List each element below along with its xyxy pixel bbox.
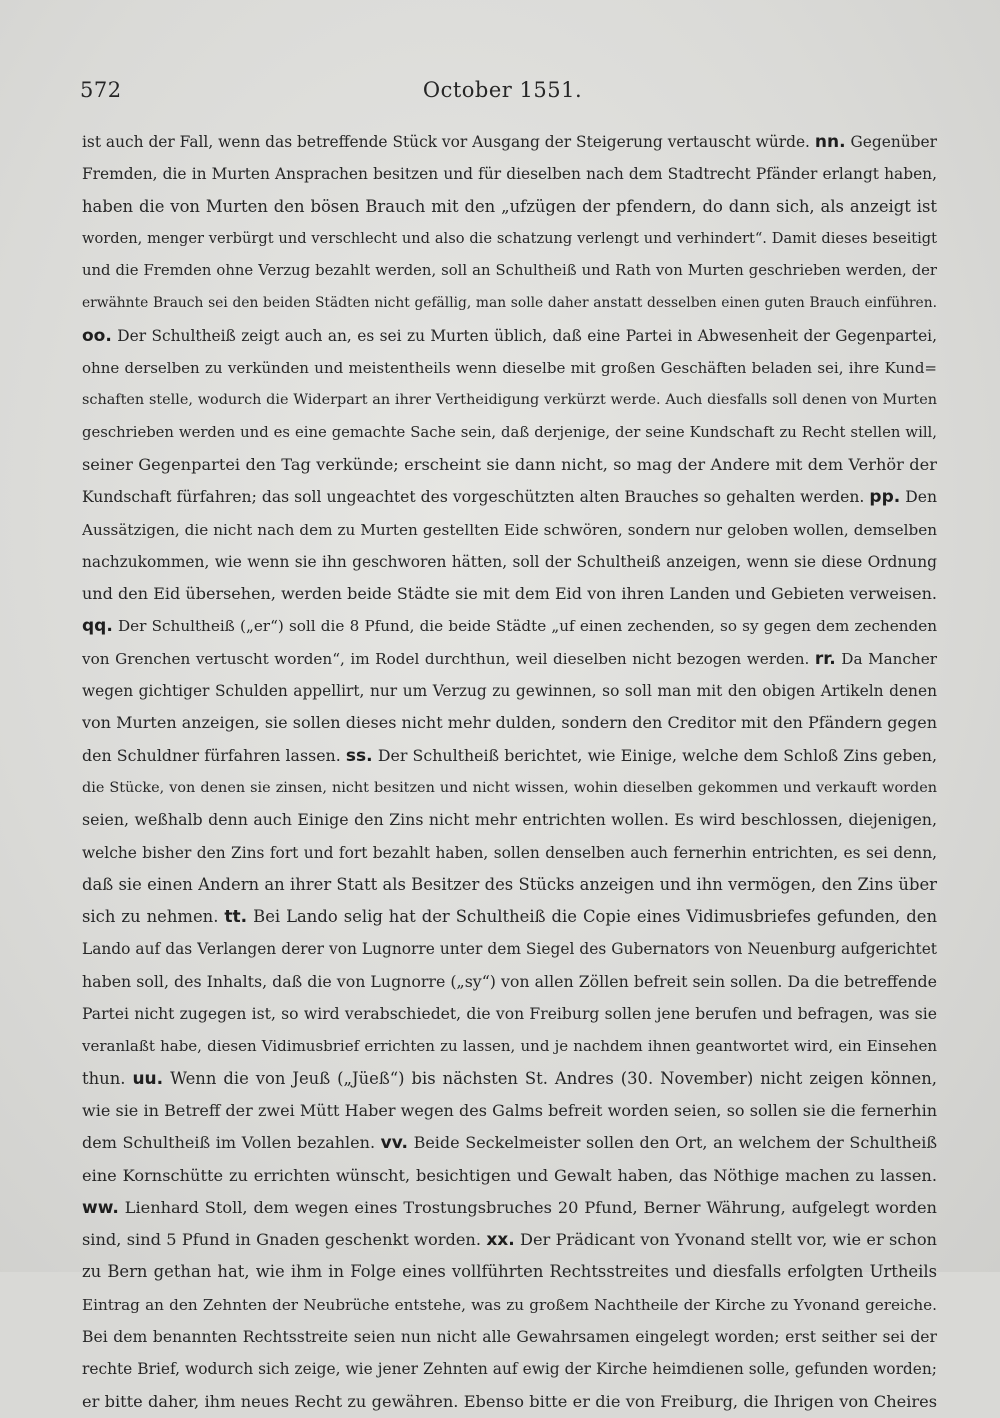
line-text: die Stücke, von denen sie zinsen, nicht besitzen und nicht wissen, wohin dieselben gekommen und verkauft worden — [82, 779, 937, 796]
text-line — [82, 837, 937, 869]
text-line — [82, 481, 937, 513]
line-text: daß sie einen Andern an ihrer Statt als Besitzer des Stücks anzeigen und ihn vermögen, den Zins über — [82, 874, 937, 894]
line-text: Aussätzigen, die nicht nach dem zu Murten gestellten Eide schwören, sondern nur geloben wollen, demselben — [82, 520, 937, 539]
line-text: dem Schultheiß im Vollen bezahlen. — [82, 1133, 376, 1153]
line-text: von Grenchen vertuscht worden“, im Rodel durchthun, weil dieselben nicht bezogen werden. — [82, 649, 810, 668]
line-text: welche bisher den Zins fort und fort bezahlt haben, sollen denselben auch fernerhin entrichten, es sei denn, — [82, 843, 937, 862]
text-line — [82, 126, 937, 158]
line-text: Partei nicht zugegen ist, so wird verabschiedet, die von Freiburg sollen jene berufen und befragen, was sie — [82, 1005, 937, 1024]
line-text: eine Kornschütte zu errichten wünscht, besichtigen und Gewalt haben, das Nöthige machen zu lassen. — [82, 1165, 937, 1185]
text-line — [82, 1030, 937, 1062]
line-text: Bei dem benannten Rechtsstreite seien nun nicht alle Gewahrsamen eingelegt worden; erst seither sei der — [82, 1327, 937, 1346]
text-line — [82, 1256, 937, 1288]
text-line — [82, 772, 937, 804]
text-line — [82, 966, 937, 998]
text-line — [82, 191, 937, 223]
text-line — [82, 223, 937, 255]
text-line — [82, 1127, 937, 1159]
line-text: Lando auf das Verlangen derer von Lugnorre unter dem Siegel des Gubernators von Neuenburg aufgerichtet — [82, 940, 937, 959]
line-text: haben soll, des Inhalts, daß die von Lugnorre („sy“) von allen Zöllen befreit sein sollen. Da die betreffende — [82, 971, 937, 991]
page-number: 572 — [80, 78, 122, 102]
line-text: veranlaßt habe, diesen Vidimusbrief errichten zu lassen, und je nachdem ihnen geantwortet wird, ein Einsehen — [82, 1037, 937, 1056]
text-line — [82, 707, 937, 739]
text-line — [82, 514, 937, 546]
line-text: haben die von Murten den bösen Brauch mit den „ufzügen der pfendern, do dann sich, als anzeigt ist — [82, 196, 937, 216]
text-line — [82, 933, 937, 965]
line-text: Lienhard Stoll, dem wegen eines Trostungsbruches 20 Pfund, Berner Währung, aufgelegt worden — [124, 1197, 937, 1217]
line-text: er bitte daher, ihm neues Recht zu gewähren. Ebenso bitte er die von Freiburg, die Ihrigen von Cheires — [82, 1391, 937, 1411]
line-text: Wenn die von Jeuß („Jüeß“) bis nächsten St. Andres (30. November) nicht zeigen können, — [170, 1068, 937, 1088]
text-line — [82, 546, 937, 578]
line-text: zu Bern gethan hat, wie ihm in Folge eines vollführten Rechtsstreites und diesfalls erfolgten Urtheils — [82, 1262, 937, 1282]
text-line — [82, 1192, 937, 1224]
text-line — [82, 287, 937, 319]
line-text: nachzukommen, wie wenn sie ihn geschworen hätten, soll der Schultheiß anzeigen, wenn sie diese Ordnung — [82, 552, 937, 571]
text-line — [82, 1321, 937, 1353]
line-text: erwähnte Brauch sei den beiden Städten nicht gefällig, man solle daher anstatt desselben einen guten Brauch einführen. — [82, 295, 937, 312]
line-text: wie sie in Betreff der zwei Mütt Haber wegen des Galms befreit worden seien, so sollen sie die fernerhin — [82, 1100, 937, 1120]
body-text — [82, 126, 937, 1418]
line-text: sind, sind 5 Pfund in Gnaden geschenkt worden. — [82, 1230, 482, 1250]
section-marker: xx. — [486, 1230, 515, 1251]
section-marker: nn. — [814, 132, 846, 152]
line-text: Gegenüber — [850, 133, 937, 151]
line-text: ist auch der Fall, wenn das betreffende Stück vor Ausgang der Steigerung vertauscht würde. — [82, 133, 810, 151]
section-marker: ww. — [82, 1197, 119, 1218]
section-marker: uu. — [132, 1068, 164, 1089]
line-text: Beide Seckelmeister sollen den Ort, an welchem der Schultheiß — [413, 1133, 937, 1153]
text-line — [82, 1353, 937, 1385]
text-line — [82, 1095, 937, 1127]
text-line — [82, 320, 937, 352]
page-header — [80, 78, 925, 108]
line-text: den Schuldner fürfahren lassen. — [82, 745, 341, 765]
text-line — [82, 740, 937, 772]
line-text: ohne derselben zu verkünden und meistentheils wenn dieselbe mit großen Geschäften beladen sei, ihre Kund= — [82, 359, 937, 378]
line-text: seien, weßhalb denn auch Einige den Zins nicht mehr entrichten wollen. Es wird beschlossen, diejenigen, — [82, 810, 937, 830]
line-text: geschrieben werden und es eine gemachte Sache sein, daß derjenige, der seine Kundschaft zu Recht stellen will, — [82, 423, 937, 441]
text-line — [82, 158, 937, 190]
line-text: Bei Lando selig hat der Schultheiß die Copie eines Vidimusbriefes gefunden, den — [253, 907, 937, 927]
line-text: Eintrag an den Zehnten der Neubrüche entstehe, was zu großem Nachtheile der Kirche zu Yvonand gereiche. — [82, 1295, 937, 1314]
text-line — [82, 352, 937, 384]
text-line — [82, 804, 937, 836]
line-text: Der Schultheiß zeigt auch an, es sei zu Murten üblich, daß eine Partei in Abwesenheit der Gegenpartei, — [117, 326, 937, 345]
line-text: schaften stelle, wodurch die Widerpart an ihrer Vertheidigung verkürzt werde. Auch diesfalls soll denen von Murten — [82, 392, 937, 409]
line-text: wegen gichtiger Schulden appellirt, nur um Verzug zu gewinnen, so soll man mit den obigen Artikeln denen — [82, 682, 937, 701]
text-line — [82, 643, 937, 675]
text-line — [82, 998, 937, 1030]
line-text: Fremden, die in Murten Ansprachen besitzen und für dieselben nach dem Stadtrecht Pfänder erlangt haben, — [82, 165, 937, 184]
section-marker: qq. — [82, 616, 113, 637]
text-line — [82, 1160, 937, 1192]
line-text: rechte Brief, wodurch sich zeige, wie jener Zehnten auf ewig der Kirche heimdienen solle, gefunden worden; — [82, 1360, 937, 1379]
text-line — [82, 384, 937, 416]
line-text: worden, menger verbürgt und verschlecht und also die schatzung verlengt und verhindert“. Damit dieses beseitigt — [82, 229, 937, 247]
section-marker: pp. — [869, 487, 901, 508]
text-line — [82, 1386, 937, 1418]
section-marker: oo. — [82, 325, 112, 346]
line-text: thun. — [82, 1068, 126, 1088]
section-marker: rr. — [814, 648, 836, 669]
text-line — [82, 449, 937, 481]
section-marker: tt. — [224, 907, 248, 928]
line-text: Der Prädicant von Yvonand stellt vor, wie er schon — [520, 1230, 937, 1250]
line-text: Der Schultheiß („er“) soll die 8 Pfund, die beide Städte „uf einen zechenden, so sy gegen dem zechenden — [118, 617, 937, 636]
line-text: und den Eid übersehen, werden beide Städte sie mit dem Eid von ihren Landen und Gebieten verweisen. — [82, 584, 937, 604]
text-line — [82, 1063, 937, 1095]
text-line — [82, 255, 937, 287]
text-line — [82, 675, 937, 707]
line-text: Der Schultheiß berichtet, wie Einige, welche dem Schloß Zins geben, — [377, 745, 937, 765]
line-text: Da Mancher — [841, 649, 937, 668]
section-marker: ss. — [345, 745, 373, 766]
line-text: sich zu nehmen. — [82, 907, 219, 927]
text-line — [82, 417, 937, 449]
text-line — [82, 1289, 937, 1321]
line-text: von Murten anzeigen, sie sollen dieses nicht mehr dulden, sondern den Creditor mit den Pfändern gegen — [82, 713, 937, 733]
text-line — [82, 1224, 937, 1256]
text-line — [82, 578, 937, 610]
running-head: October 1551. — [422, 78, 583, 102]
line-text: und die Fremden ohne Verzug bezahlt werden, soll an Schultheiß und Rath von Murten geschrieben werden, der — [82, 262, 937, 280]
text-line — [82, 869, 937, 901]
line-text: seiner Gegenpartei den Tag verkünde; erscheint sie dann nicht, so mag der Andere mit dem Verhör der — [82, 454, 937, 474]
text-line — [82, 610, 937, 642]
line-text: Den — [905, 488, 937, 507]
section-marker: vv. — [380, 1133, 408, 1154]
line-text: Kundschaft fürfahren; das soll ungeachtet des vorgeschützten alten Brauches so gehalten werden. — [82, 488, 865, 507]
text-line — [82, 901, 937, 933]
